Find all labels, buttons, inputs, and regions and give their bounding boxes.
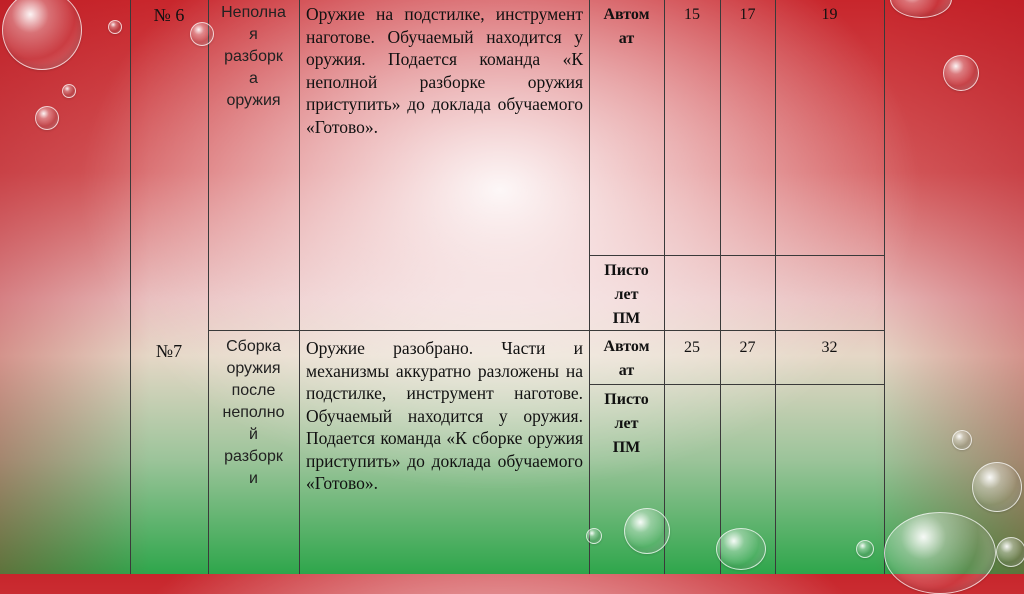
- score-good: 17: [739, 6, 756, 23]
- bubble-decoration: [586, 528, 602, 544]
- bubble-decoration: [972, 462, 1022, 512]
- bubble-decoration: [35, 106, 59, 130]
- row-number: № 6: [153, 5, 185, 25]
- table-border: [664, 0, 665, 574]
- table-border: [775, 0, 776, 574]
- weapon-line: Автом: [603, 338, 650, 355]
- score-satisfactory: 19: [821, 6, 838, 23]
- weapon-line: лет: [614, 415, 639, 432]
- score-satisfactory: 32: [821, 339, 838, 356]
- table-border: [720, 0, 721, 574]
- name-line: неполно: [222, 404, 285, 421]
- bubble-decoration: [884, 512, 996, 594]
- weapon-line: ат: [618, 362, 635, 379]
- bubble-decoration: [62, 84, 76, 98]
- bubble-decoration: [856, 540, 874, 558]
- exercise-name: [208, 336, 299, 490]
- weapon-line: ат: [618, 30, 635, 47]
- name-line: Неполна: [221, 4, 286, 21]
- name-line: после: [231, 382, 276, 399]
- name-line: разборк: [224, 48, 283, 65]
- weapon-line: ПМ: [612, 310, 641, 327]
- weapon-rifle: [589, 335, 664, 383]
- exercise-conditions: Оружие на подстилке, инструмент наготове. Обучаемый находится у оружия. Подается команда «К неполной разборке оружия приступить» до доклада обучаемого «Готово».: [306, 4, 583, 137]
- weapon-line: Писто: [604, 262, 649, 279]
- name-line: разборк: [224, 448, 283, 465]
- score-good: 27: [739, 339, 756, 356]
- bubble-decoration: [952, 430, 972, 450]
- score-excellent: 15: [684, 6, 700, 23]
- table-border: [208, 330, 885, 331]
- table-border: [884, 0, 885, 574]
- weapon-line: Автом: [603, 6, 650, 23]
- bubble-decoration: [716, 528, 766, 570]
- bubble-decoration: [996, 537, 1024, 567]
- row-number: №7: [155, 341, 183, 361]
- weapon-line: Писто: [604, 391, 649, 408]
- weapon-line: лет: [614, 286, 639, 303]
- weapon-line: ПМ: [612, 439, 641, 456]
- table-border: [130, 0, 131, 574]
- bubble-decoration: [943, 55, 979, 91]
- weapon-pistol: [589, 388, 664, 460]
- name-line: Сборка: [226, 338, 281, 355]
- name-line: а: [249, 70, 258, 87]
- bubble-decoration: [190, 22, 214, 46]
- exercise-conditions: Оружие разобрано. Части и механизмы аккуратно разложены на подстилке, инструмент наготове. Обучаемый находится у оружия. Подается команда «К сборке оружия приступить» до доклада обучаемого «Готово».: [306, 338, 583, 493]
- name-line: и: [249, 470, 258, 487]
- name-line: й: [249, 426, 258, 443]
- weapon-rifle: [589, 3, 664, 51]
- exercise-name: [208, 2, 299, 112]
- bubble-decoration: [624, 508, 670, 554]
- weapon-pistol: [589, 259, 664, 331]
- table-border: [589, 255, 885, 256]
- name-line: оружия: [226, 92, 281, 109]
- score-excellent: 25: [684, 339, 700, 356]
- name-line: я: [249, 26, 258, 43]
- table-border: [299, 0, 300, 574]
- name-line: оружия: [226, 360, 281, 377]
- table-border: [589, 384, 885, 385]
- bubble-decoration: [108, 20, 122, 34]
